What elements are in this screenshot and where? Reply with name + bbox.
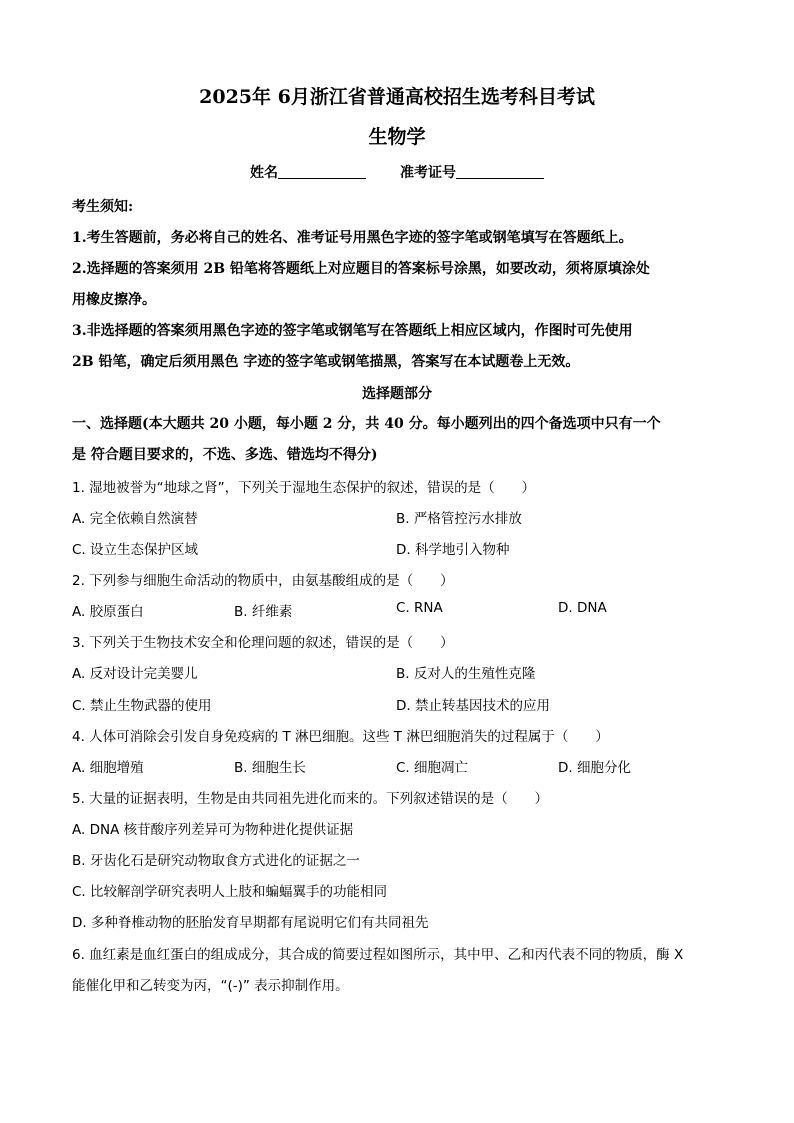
question-4-option-b: B. 细胞生长: [234, 760, 306, 776]
notice-item-1: 1.考生答题前，务必将自己的姓名、准考证号用黑色字迹的签字笔或钢笔填写在答题纸上。: [72, 230, 633, 246]
section-title: 选择题部分: [362, 386, 432, 402]
notice-item-2-line-1: 2.选择题的答案须用 2B 铅笔将答题纸上对应题目的答案标号涂黑，如要改动，须将原填涂处: [72, 261, 650, 277]
section-instructions-line-1: 一、选择题(本大题共 20 小题，每小题 2 分，共 40 分。每小题列出的四个备选项中只有一个: [72, 416, 661, 432]
question-2-option-b: B. 纤维素: [234, 604, 293, 620]
question-2-stem: 2. 下列参与细胞生命活动的物质中，由氨基酸组成的是（ ）: [72, 573, 454, 589]
question-4-option-d: D. 细胞分化: [558, 760, 631, 776]
question-4-option-c: C. 细胞凋亡: [396, 760, 469, 776]
question-1-option-a: A. 完全依赖自然演替: [72, 511, 198, 527]
question-6-stem-line-1: 6. 血红素是血红蛋白的组成成分，其合成的简要过程如图所示，其中甲、乙和丙代表不同的物质，酶 X: [72, 947, 684, 963]
exam-id-label: 准考证号: [400, 165, 456, 181]
question-5-option-d: D. 多种脊椎动物的胚胎发育早期都有尾说明它们有共同祖先: [72, 915, 429, 931]
notice-heading: 考生须知:: [72, 199, 134, 215]
question-1-option-d: D. 科学地引入物种: [396, 542, 510, 558]
question-2-option-c: C. RNA: [396, 600, 443, 616]
notice-item-3-line-1: 3.非选择题的答案须用黑色字迹的签字笔或钢笔写在答题纸上相应区域内，作图时可先使用: [72, 323, 633, 339]
notice-item-2-line-2: 用橡皮擦净。: [72, 292, 156, 308]
exam-id-blank: [456, 164, 544, 179]
question-2-option-d: D. DNA: [558, 600, 607, 616]
name-label: 姓名: [250, 165, 278, 181]
question-1-option-c: C. 设立生态保护区域: [72, 542, 199, 558]
question-3-stem: 3. 下列关于生物技术安全和伦理问题的叙述，错误的是（ ）: [72, 635, 454, 651]
question-1-stem: 1. 湿地被誉为“地球之肾”，下列关于湿地生态保护的叙述，错误的是（ ）: [72, 480, 536, 496]
question-5-option-b: B. 牙齿化石是研究动物取食方式进化的证据之一: [72, 853, 360, 869]
question-3-option-c: C. 禁止生物武器的使用: [72, 698, 212, 714]
exam-title: 2025年 6月浙江省普通高校招生选考科目考试: [199, 86, 595, 108]
notice-item-3-line-2: 2B 铅笔，确定后须用黑色 字迹的签字笔或钢笔描黑，答案写在本试题卷上无效。: [72, 354, 580, 370]
question-1-option-b: B. 严格管控污水排放: [396, 511, 522, 527]
section-instructions-line-2: 是 符合题目要求的，不选、多选、错选均不得分): [72, 447, 378, 463]
question-6-stem-line-2: 能催化甲和乙转变为丙，“(-)” 表示抑制作用。: [72, 978, 349, 994]
candidate-info-line: [0, 162, 794, 182]
question-2-option-a: A. 胶原蛋白: [72, 604, 144, 620]
question-3-option-b: B. 反对人的生殖性克隆: [396, 666, 536, 682]
name-blank: [278, 164, 366, 179]
question-5-stem: 5. 大量的证据表明，生物是由共同祖先进化而来的。下列叙述错误的是（ ）: [72, 791, 549, 807]
question-3-option-d: D. 禁止转基因技术的应用: [396, 698, 550, 714]
question-3-option-a: A. 反对设计完美婴儿: [72, 666, 198, 682]
question-4-option-a: A. 细胞增殖: [72, 760, 144, 776]
question-5-option-c: C. 比较解剖学研究表明人上肢和蝙蝠翼手的功能相同: [72, 884, 388, 900]
question-5-option-a: A. DNA 核苷酸序列差异可为物种进化提供证据: [72, 822, 354, 838]
question-4-stem: 4. 人体可消除会引发自身免疫病的 T 淋巴细胞。这些 T 淋巴细胞消失的过程属于（ ）: [72, 729, 609, 745]
subject-title: 生物学: [368, 126, 426, 148]
